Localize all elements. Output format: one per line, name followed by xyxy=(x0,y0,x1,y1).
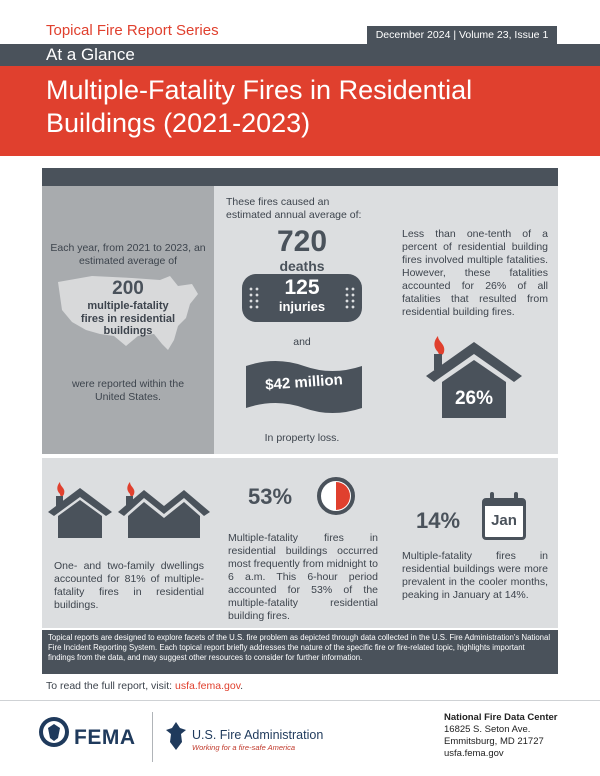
panel-time-of-day xyxy=(214,458,390,628)
panel5-text: Multiple-fatality fires in residential buildings occurred most frequently from midnight to 6 a.m. This 6-hour period accounted for 53% of the multiple-fatality residential building fires. xyxy=(228,532,378,622)
panel2-and: and xyxy=(293,336,311,348)
panel1-label-line-2: fires in residential xyxy=(80,312,176,325)
two-family-house-icon xyxy=(116,482,212,538)
panel1-label-line-3: buildings xyxy=(103,325,153,337)
calendar-icon xyxy=(482,498,526,540)
half-clock-icon xyxy=(316,476,356,516)
panel-annual-fires xyxy=(42,186,214,454)
loss-label: In property loss. xyxy=(264,432,340,444)
panel-fatality-share xyxy=(390,186,558,454)
bandage-icon xyxy=(242,274,362,322)
panel6-percent: 14% xyxy=(416,508,461,533)
calendar-month: Jan xyxy=(491,512,517,529)
report-link[interactable]: usfa.fema.gov xyxy=(174,680,241,692)
footer-note: Topical reports are designed to explore facets of the U.S. fire problem as depicted through data collected in the U.S. Fire Administration's National Fire Incident Reporting System. Each topical report briefly addresses the nature of the specific fire or fire-related topic, highlights important findings from the data, and may suggest other resources to consider for further information. xyxy=(42,630,558,674)
panel1-label xyxy=(42,300,214,338)
read-suffix: . xyxy=(240,680,244,692)
panel6-text: Multiple-fatality fires in residential buildings were more prevalent in the cooler months, peaking in January at 14%. xyxy=(402,550,548,601)
read-full-report xyxy=(46,680,243,692)
deaths-number: 720 xyxy=(276,225,328,258)
flame-shape xyxy=(434,336,444,355)
injuries-number: 125 xyxy=(284,276,320,299)
usfa-tagline: Working for a fire-safe America xyxy=(192,743,296,752)
deaths-label: deaths xyxy=(279,258,325,274)
loss-amount: $42 million xyxy=(264,371,344,394)
panel2-intro: These fires caused an estimated annual average of: xyxy=(226,196,362,221)
footer-divider xyxy=(0,700,600,701)
panel3-percent: 26% xyxy=(454,388,494,409)
nfdc-address-line-2: Emmitsburg, MD 21727 xyxy=(444,736,544,747)
nfdc-website: usfa.fema.gov xyxy=(444,748,504,759)
nfdc-address-line-1: 16825 S. Seton Ave. xyxy=(444,724,531,735)
usfa-eagle-icon xyxy=(164,720,188,752)
calendar-ring-left xyxy=(490,492,494,502)
panel1-outro: were reported within the United States. xyxy=(71,378,185,403)
panel4-text: One- and two-family dwellings accounted for 81% of multiple-fatality fires in residential buildings. xyxy=(54,560,204,611)
nfdc-name: National Fire Data Center xyxy=(444,712,558,723)
panel1-label-line-1: multiple-fatality xyxy=(87,300,169,312)
panel5-percent: 53% xyxy=(248,484,293,509)
logo-divider xyxy=(152,712,153,762)
calendar-ring-right xyxy=(514,492,518,502)
house-icon-one xyxy=(46,482,114,538)
title-line-1: Multiple-Fatality Fires in Residential xyxy=(46,75,473,105)
title-line-2: Buildings (2021-2023) xyxy=(46,108,311,138)
read-prefix: To read the full report, visit: xyxy=(46,680,175,692)
at-a-glance-label: At a Glance xyxy=(46,45,135,64)
report-series: Topical Fire Report Series xyxy=(46,22,219,39)
usfa-name: U.S. Fire Administration xyxy=(192,728,324,742)
panel-losses xyxy=(214,186,390,454)
panel-dwellings xyxy=(42,458,214,628)
nfdc-address xyxy=(444,712,558,760)
panel3-text: Less than one-tenth of a percent of residential building fires involved multiple fatalities. However, these fatalities accounted for 26% of all fatalities that resulted from residential building fires. xyxy=(402,228,548,318)
dhs-seal-icon xyxy=(38,716,70,748)
page-title xyxy=(46,74,566,140)
issue-badge: December 2024 | Volume 23, Issue 1 xyxy=(367,26,557,44)
panel1-number: 200 xyxy=(112,278,144,299)
panel-month xyxy=(390,458,558,628)
fema-logo: FEMA xyxy=(74,726,136,749)
injuries-label: injuries xyxy=(278,299,326,314)
grid-header-bar xyxy=(42,168,558,186)
panel1-intro: Each year, from 2021 to 2023, an estimated average of xyxy=(50,242,206,267)
